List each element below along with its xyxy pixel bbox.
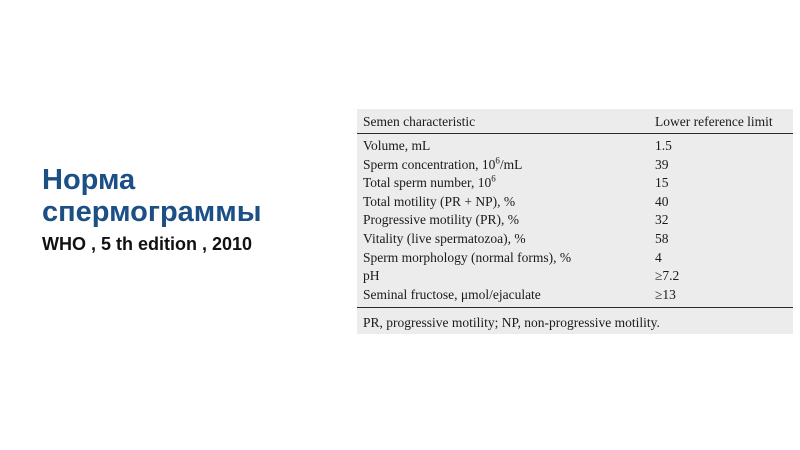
table-row [357,249,793,268]
table-footnote: PR, progressive motility; NP, non-progressive motility. [363,315,660,330]
row-label: pH [363,268,380,284]
table-row [357,267,793,286]
title-block [42,164,342,255]
table-row [357,174,793,193]
table-row [357,137,793,156]
row-label: Total motility (PR + NP), % [363,193,516,209]
reference-table [357,109,793,334]
header-lower-limit: Lower reference limit [655,114,773,129]
table-top-rule [357,133,793,134]
row-value: 40 [655,193,669,209]
row-value: 58 [655,230,669,246]
table-bottom-rule [357,307,793,308]
row-value: ≥7.2 [655,268,680,284]
row-label: Total sperm number, $10^6$ [363,173,496,191]
table-body [357,137,793,304]
table-row [357,211,793,230]
table-row [357,230,793,249]
table-row [357,156,793,175]
row-label: Sperm concentration, $10^6/mL$ [363,155,523,172]
table-row [357,193,793,212]
row-label: Sperm morphology (normal forms), % [363,249,572,265]
row-value: 32 [655,212,669,228]
table-row [357,286,793,305]
row-value: 1.5 [655,138,672,153]
row-label: Progressive motility (PR), % [363,212,519,228]
row-label: Seminal fructose, μmol/ejaculate [363,286,541,302]
row-value: 15 [655,175,669,191]
row-value: ≥13 [655,286,676,302]
row-value: 39 [655,156,669,172]
row-value: 4 [655,249,662,265]
slide-title: Норма спермограммы [42,164,262,228]
header-characteristic: Semen characteristic [363,114,476,129]
row-label: Vitality (live spermatozoa), % [363,230,526,246]
slide-subtitle: WHO , 5 th edition , 2010 [42,234,253,254]
row-label: Volume, mL [363,138,431,153]
table-header-row [357,113,793,131]
